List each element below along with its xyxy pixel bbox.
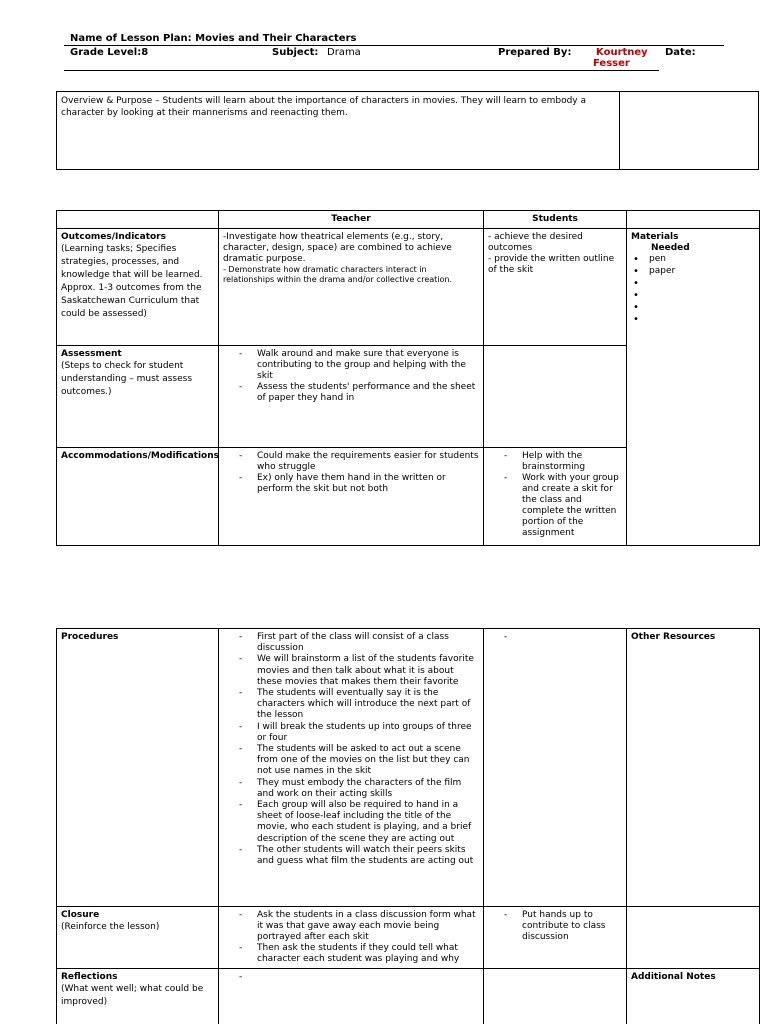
additional-notes-cell <box>627 969 760 1024</box>
list-item: - Work with your group and create a skit for the class and complete the written portion of the assignment <box>522 473 622 539</box>
overview-divider <box>619 92 620 169</box>
materials-item: • pen <box>649 254 755 266</box>
accommodations-students-cell <box>484 448 627 546</box>
closure-desc: (Reinforce the lesson) <box>61 922 160 932</box>
list-item: - Walk around and make sure that everyone is contributing to the group and helping with the skit <box>257 349 479 382</box>
prepared-by-first: Kourtney <box>596 47 648 58</box>
other-resources-label: Other Resources <box>631 632 716 642</box>
procedures-cell <box>57 629 219 907</box>
additional-notes-label: Additional Notes <box>631 972 716 982</box>
list-item: - Each group will also be required to hand in a sheet of loose-leaf including the title of the movie, who each student is playing, and a brief description of the scene they are acting out <box>257 800 479 845</box>
reflections-teacher-cell <box>219 969 484 1024</box>
list-item: - Put hands up to contribute to class discussion <box>522 910 622 943</box>
materials-item <box>649 302 755 314</box>
materials-item <box>649 290 755 302</box>
header-rule-top <box>64 45 724 46</box>
materials-item <box>649 278 755 290</box>
closure-teacher-cell <box>219 907 484 969</box>
grade-level: Grade Level:8 <box>70 47 149 58</box>
outcomes-label: Outcomes/Indicators <box>61 232 166 242</box>
subject-label: Subject: <box>272 47 319 58</box>
closure-students-cell <box>484 907 627 969</box>
prepared-by-label: Prepared By: <box>498 47 572 58</box>
materials-label-2: Needed <box>651 243 690 253</box>
closure-students-list <box>488 910 622 943</box>
outcomes-teacher-cell <box>219 229 484 346</box>
list-item: - Ask the students in a class discussion form what it was that gave away each movie being portrayed after each skit <box>257 910 479 943</box>
assessment-cell <box>57 346 219 448</box>
outcomes-cell <box>57 229 219 346</box>
materials-item <box>649 314 755 326</box>
closure-cell <box>57 907 219 969</box>
materials-list <box>631 254 755 326</box>
list-item: - I will break the students up into groups of three or four <box>257 722 479 744</box>
subject-value: Drama <box>327 47 361 58</box>
list-item: - Then ask the students if they could tell what character each student was playing and why <box>257 943 479 965</box>
outcomes-teacher-1: -Investigate how theatrical elements (e.g., story, character, design, space) are combined to achieve dramatic purpose. <box>223 232 452 264</box>
assessment-teacher-list <box>223 349 479 404</box>
header-empty-cell <box>57 211 219 229</box>
date-label: Date: <box>665 47 696 58</box>
col-teacher: Teacher <box>219 211 484 229</box>
col-students: Students <box>484 211 627 229</box>
outcomes-teacher-2: - Demonstrate how dramatic characters interact in relationships within the drama and/or collective creation. <box>223 265 453 284</box>
procedures-label: Procedures <box>61 632 119 642</box>
materials-label: Materials <box>631 232 679 242</box>
closure-empty-cell <box>627 907 760 969</box>
accommodations-teacher-list <box>223 451 479 495</box>
reflections-students-cell <box>484 969 627 1024</box>
list-item: - Assess the students' performance and the sheet of paper they hand in <box>257 382 479 404</box>
accommodations-cell <box>57 448 219 546</box>
assessment-students-cell <box>484 346 627 448</box>
header-rule-bottom <box>64 70 659 71</box>
reflections-cell <box>57 969 219 1024</box>
accommodations-label: Accommodations/Modifications <box>61 451 219 461</box>
procedures-students-cell <box>484 629 627 907</box>
outcomes-students-1: - achieve the desired outcomes <box>488 232 583 253</box>
list-item: - We will brainstorm a list of the students favorite movies and then talk about what it is about these movies that makes them their favorite <box>257 654 479 688</box>
outcomes-table <box>56 210 760 546</box>
outcomes-students-cell <box>484 229 627 346</box>
list-item: - Help with the brainstorming <box>522 451 622 473</box>
accommodations-teacher-cell <box>219 448 484 546</box>
assessment-label: Assessment <box>61 349 122 359</box>
materials-cell <box>627 229 760 546</box>
list-item: - Ex) only have them hand in the written or perform the skit but not both <box>257 473 479 495</box>
header-empty-cell-right <box>627 211 760 229</box>
assessment-desc: (Steps to check for student understanding – must assess outcomes.) <box>61 361 193 397</box>
other-resources-cell <box>627 629 760 907</box>
reflections-desc: (What went well; what could be improved) <box>61 984 204 1007</box>
overview-text: Overview & Purpose – Students will learn about the importance of characters in movies. They will learn to embody a character by looking at their mannerisms and reenacting them. <box>61 96 586 118</box>
overview-box <box>56 91 759 170</box>
closure-teacher-list <box>223 910 479 965</box>
procedures-teacher-cell <box>219 629 484 907</box>
accommodations-students-list <box>488 451 622 539</box>
assessment-teacher-cell <box>219 346 484 448</box>
reflections-label: Reflections <box>61 972 118 982</box>
procedures-table <box>56 628 760 1024</box>
procedures-teacher-list <box>223 632 479 867</box>
list-item: - The students will be asked to act out a scene from one of the movies on the list but they can not use names in the skit <box>257 744 479 778</box>
list-item: - The other students will watch their peers skits and guess what film the students are acting out <box>257 845 479 867</box>
prepared-by-last: Fesser <box>593 58 630 69</box>
list-item: - First part of the class will consist of a class discussion <box>257 632 479 654</box>
list-item: - The students will eventually say it is the characters which will introduce the next part of the lesson <box>257 688 479 722</box>
lesson-plan-name: Name of Lesson Plan: Movies and Their Characters <box>70 33 357 44</box>
outcomes-desc: (Learning tasks; Specifies strategies, processes, and knowledge that will be learned. Approx. 1-3 outcomes from the Saskatchewan Curriculum that could be assessed) <box>61 244 203 319</box>
list-item: - Could make the requirements easier for students who struggle <box>257 451 479 473</box>
list-item: - They must embody the characters of the film and work on their acting skills <box>257 778 479 800</box>
materials-item: • paper <box>649 266 755 278</box>
closure-label: Closure <box>61 910 100 920</box>
outcomes-students-2: - provide the written outline of the skit <box>488 254 615 275</box>
